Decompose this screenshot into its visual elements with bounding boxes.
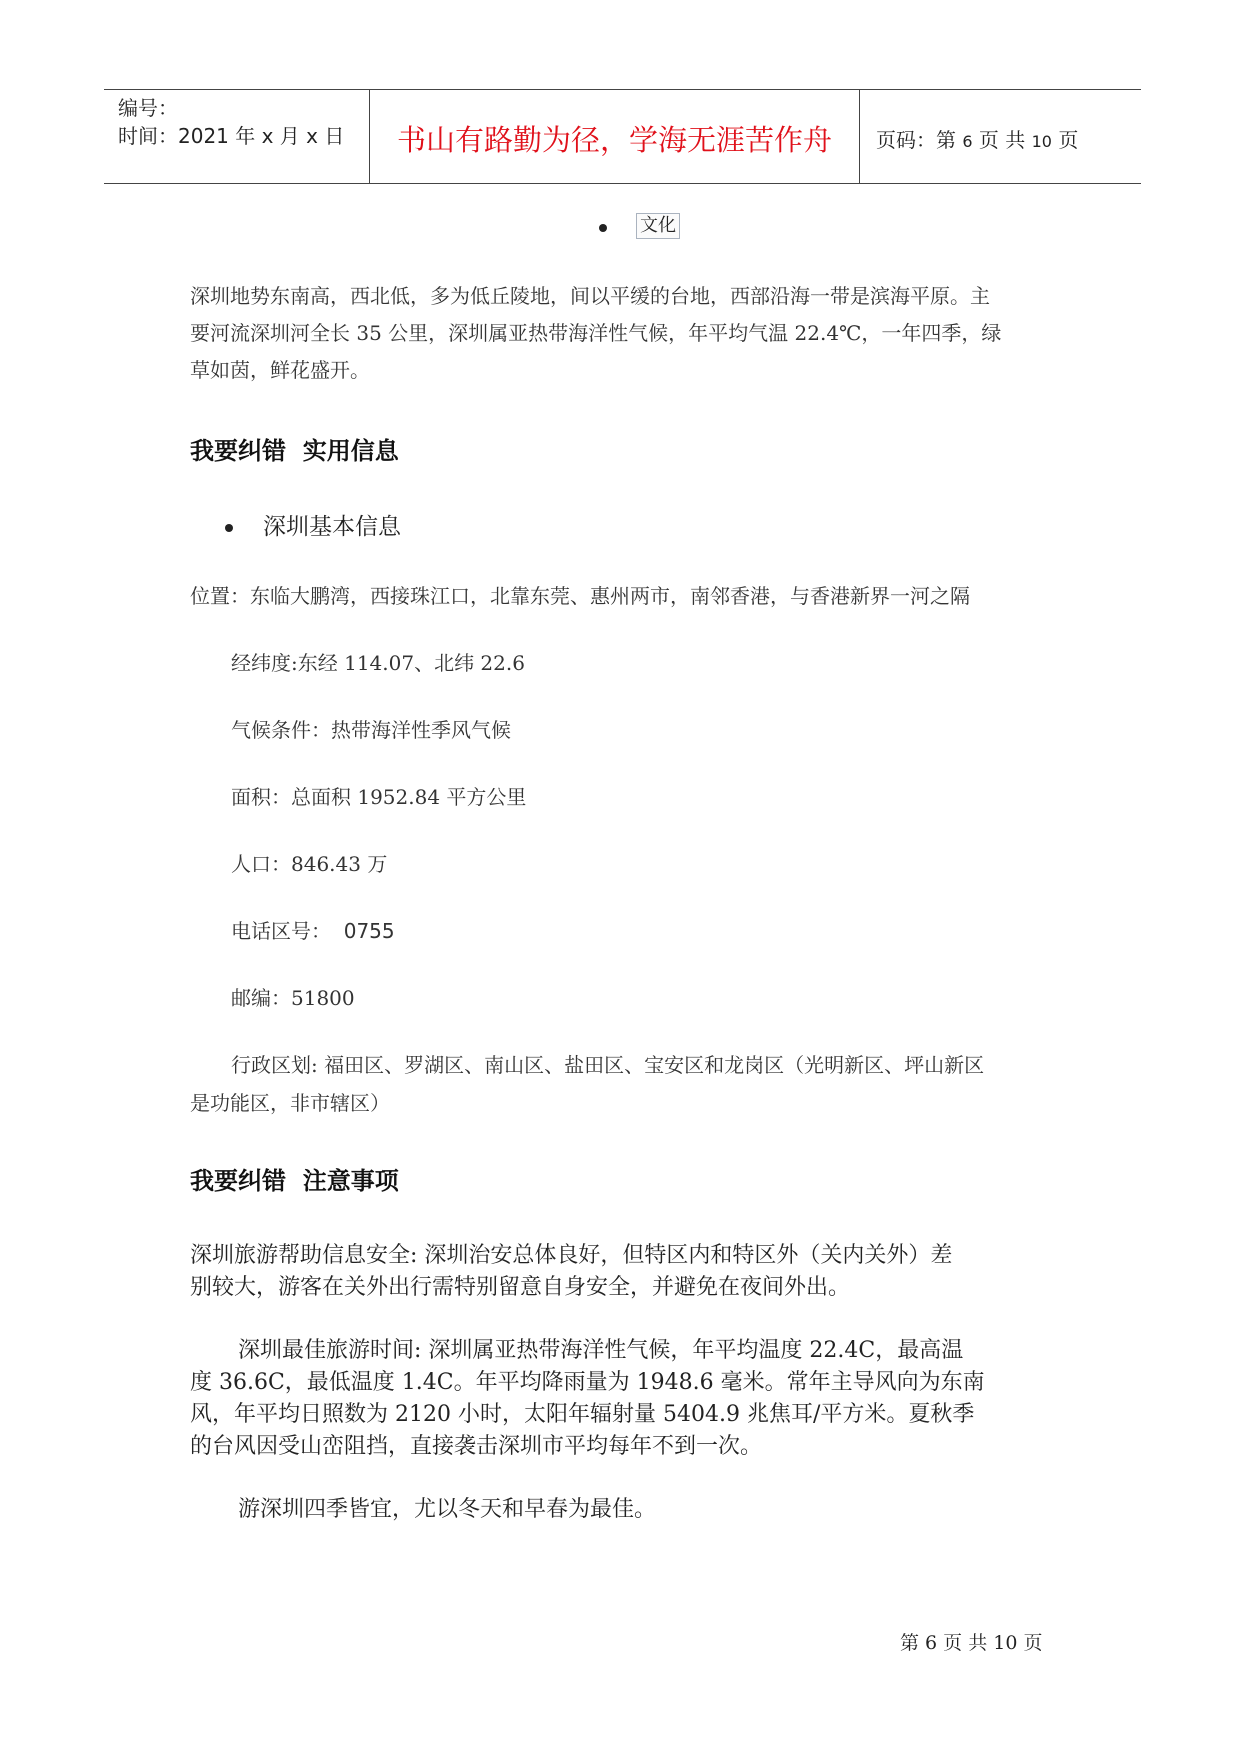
correction-link[interactable]: 我要纠错 bbox=[190, 1167, 286, 1195]
page-code-suffix: 页 bbox=[1058, 128, 1079, 152]
header-info-cell bbox=[104, 90, 370, 183]
page-code-middle: 页 共 bbox=[978, 128, 1026, 152]
postal-code-text: 邮编：51800 bbox=[231, 986, 355, 1010]
motto: 书山有路勤为径，学海无涯苦作舟 bbox=[396, 123, 832, 157]
location-text: 位置：东临大鹏湾，西接珠江口，北靠东莞、惠州两市，南邻香港，与香港新界一河之隔 bbox=[190, 584, 970, 608]
phone-code-value: 0755 bbox=[343, 919, 395, 943]
safety-line-2: 别较大，游客在关外出行需特别留意自身安全，并避免在夜间外出。 bbox=[190, 1275, 851, 1300]
page-footer: 第 6 页 共 10 页 bbox=[900, 1632, 1043, 1654]
best-time-line-1: 深圳最佳旅游时间: 深圳属亚热带海洋性气候，年平均温度 22.4C，最高温 bbox=[238, 1338, 964, 1363]
page-code-prefix: 页码：第 bbox=[876, 128, 956, 152]
section-heading-practical-info bbox=[190, 431, 399, 466]
culture-tag-link[interactable]: 文化 bbox=[636, 213, 680, 239]
page-code-current: 6 bbox=[962, 132, 973, 151]
number-label: 编号： bbox=[118, 96, 178, 120]
page-code bbox=[876, 124, 1078, 153]
best-time-line-2: 度 36.6C，最低温度 1.4C。年平均降雨量为 1948.6 毫米。常年主导风向为东南 bbox=[190, 1370, 985, 1395]
safety-line-1: 深圳旅游帮助信息安全: 深圳治安总体良好，但特区内和特区外（关内关外）差 bbox=[190, 1243, 953, 1268]
phone-code-text bbox=[231, 915, 395, 944]
intro-line-1: 深圳地势东南高，西北低，多为低丘陵地，间以平缓的台地，西部沿海一带是滨海平原。主 bbox=[190, 284, 990, 308]
section-title: 注意事项 bbox=[302, 1167, 399, 1195]
page-header bbox=[104, 89, 1141, 184]
best-time-line-4: 的台风因受山峦阻挡，直接袭击深圳市平均每年不到一次。 bbox=[190, 1434, 763, 1459]
section-heading-notes bbox=[190, 1161, 399, 1196]
coordinates-text: 经纬度:东经 114.07、北纬 22.6 bbox=[231, 651, 525, 675]
header-motto-cell bbox=[370, 90, 860, 183]
seasons-text: 游深圳四季皆宜，尤以冬天和早春为最佳。 bbox=[238, 1497, 657, 1522]
bullet-dot bbox=[225, 524, 233, 532]
page-code-total: 10 bbox=[1031, 132, 1052, 151]
population-text: 人口：846.43 万 bbox=[231, 852, 388, 876]
phone-label: 电话区号： bbox=[231, 919, 331, 943]
section-title: 实用信息 bbox=[302, 437, 399, 465]
basic-info-heading: 深圳基本信息 bbox=[263, 514, 401, 540]
time-label: 时间：2021 年 x 月 x 日 bbox=[118, 124, 345, 148]
climate-text: 气候条件：热带海洋性季风气候 bbox=[231, 718, 511, 742]
best-time-line-3: 风，年平均日照数为 2120 小时，太阳年辐射量 5404.9 兆焦耳/平方米。夏秋季 bbox=[190, 1402, 975, 1427]
header-page-cell bbox=[860, 90, 1141, 183]
intro-line-2: 要河流深圳河全长 35 公里，深圳属亚热带海洋性气候，年平均气温 22.4℃，一年四季，绿 bbox=[190, 321, 1002, 345]
intro-line-3: 草如茵，鲜花盛开。 bbox=[190, 358, 370, 382]
districts-line-2: 是功能区，非市辖区） bbox=[190, 1091, 390, 1115]
correction-link[interactable]: 我要纠错 bbox=[190, 437, 286, 465]
bullet-dot bbox=[599, 224, 607, 232]
area-text: 面积：总面积 1952.84 平方公里 bbox=[231, 785, 527, 809]
districts-line-1: 行政区划: 福田区、罗湖区、南山区、盐田区、宝安区和龙岗区（光明新区、坪山新区 bbox=[231, 1053, 985, 1077]
